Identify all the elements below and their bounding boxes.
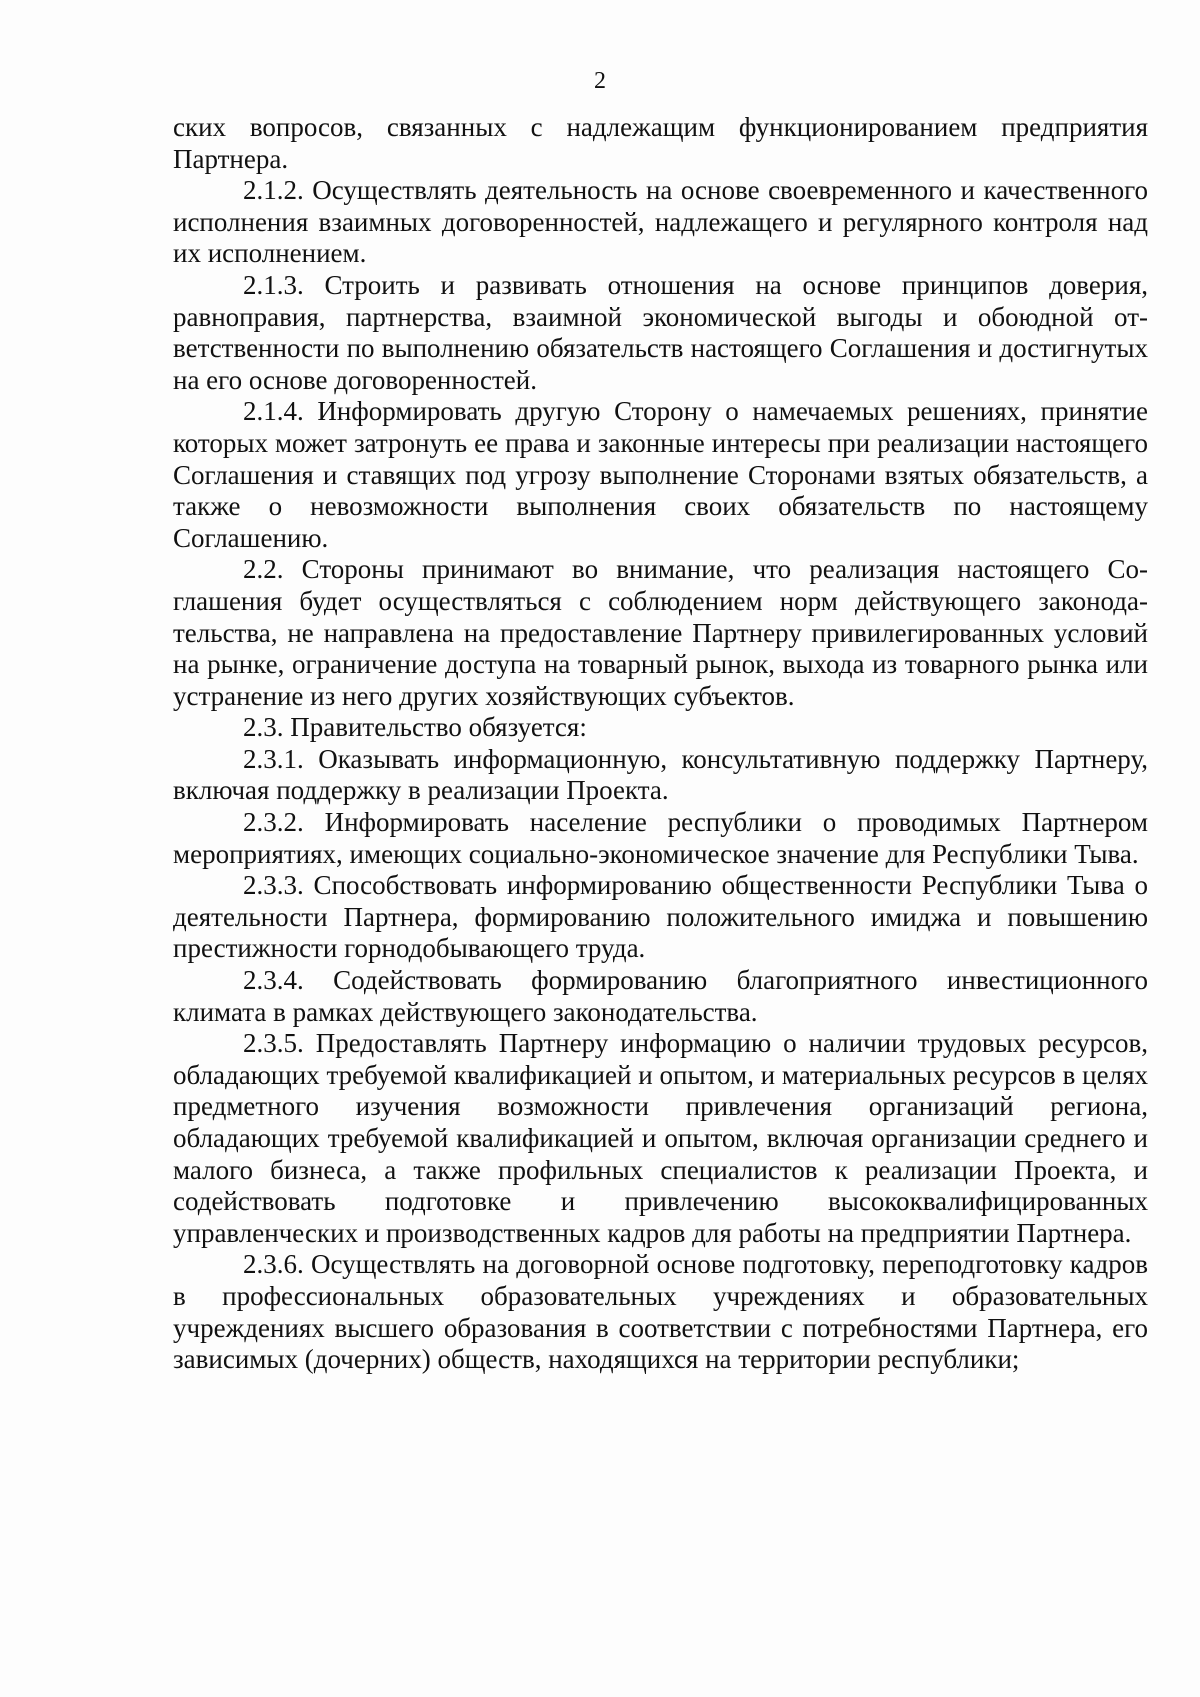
paragraph-2-3: 2.3. Правительство обязуется: (243, 712, 587, 743)
paragraph-2-1-2: 2.1.2. Осуществлять деятельность на основе своевременного и качественного исполнения взаимных договоренностей, надлежащего и регулярного контроля над их исполнением. (173, 175, 1148, 269)
paragraph-2-1-3: 2.1.3. Строить и развивать отношения на основе принципов доверия, равноправия, партнерства, взаимной экономической выгоды и обоюдной ответственности по выполнению обязательств настоящего Соглашения и достигнутых на его основе договоренностей. (173, 269, 1148, 395)
paragraph-2-3-6: 2.3.6. Осуществлять на договорной основе подготовку, переподготовку кадров в профессиональных образовательных учреждениях и образовательных учреждениях высшего образования в соответствии с потребностями Партнера, его зависимых (дочерних) обществ, находящихся на территории республики; (173, 1249, 1148, 1375)
paragraph-2-1-4: 2.1.4. Информировать другую Сторону о намечаемых решениях, принятие которых может затронуть ее права и законные интересы при реализации настоящего Соглашения и ставящих под угрозу выполнение Сторонами взятых обязательств, а также о невозможности выполнения своих обязательств по настоящему Соглашению. (173, 396, 1148, 553)
paragraph-2-3-3: 2.3.3. Способствовать информированию общественности Республики Тыва о деятельности Партнера, формированию положительного имиджа и повышению престижности горнодобывающего труда. (173, 870, 1148, 964)
paragraph-2-3-1: 2.3.1. Оказывать информационную, консультативную поддержку Партнеру, включая поддержку в реализации Проекта. (173, 743, 1148, 806)
paragraph-2-3-2: 2.3.2. Информировать население республики о проводимых Партнером мероприятиях, имеющих социально-экономическое значение для Республики Тыва. (173, 807, 1148, 869)
page-number: 2 (594, 68, 606, 94)
document-body (173, 112, 1148, 1376)
paragraph-2-3-5: 2.3.5. Предоставлять Партнеру информацию о наличии трудовых ресурсов, обладающих требуемой квалификацией и опытом, и материальных ресурсов в целях предметного изучения возможности привлечения организаций региона, обладающих требуемой квалификацией и опытом, включая организации среднего и малого бизнеса, а также профильных специалистов к реализации Проекта, и содействовать подготовке и привлечению высококвалифицированных управленческих и производственных кадров для работы на предприятии Партнера. (173, 1028, 1148, 1248)
paragraph-2-3-4: 2.3.4. Содействовать формированию благоприятного инвестиционного климата в рамках действующего законодательства. (173, 965, 1148, 1027)
paragraph-2-2: 2.2. Стороны принимают во внимание, что реализация настоящего Соглашения будет осуществляться с соблюдением норм действующего законодательства, не направлена на предоставление Партнеру привилегированных условий на рынке, ограничение доступа на товарный рынок, выхода из товарного рынка или устранение из него других хозяйствующих субъектов. (173, 554, 1148, 711)
paragraph-continuation: ских вопросов, связанных с надлежащим функционированием предприятия Партнера. (173, 112, 1148, 174)
